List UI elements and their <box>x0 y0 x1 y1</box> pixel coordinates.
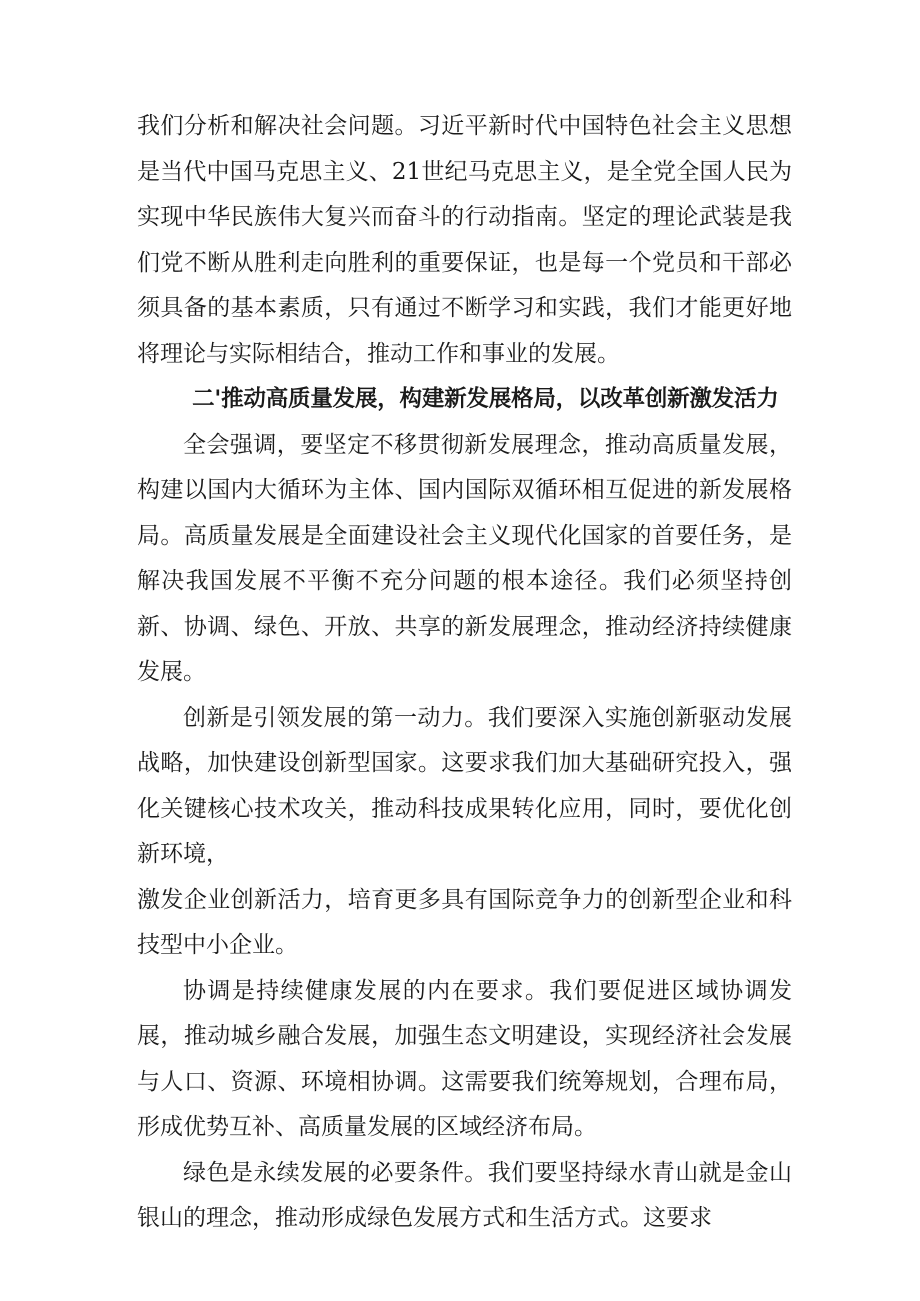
paragraph-innovation <box>137 696 792 969</box>
paragraph-innovation-part2: 激发企业创新活力，培育更多具有国际竞争力的创新型企业和科技型中小企业。 <box>137 886 792 958</box>
paragraph-green: 绿色是永续发展的必要条件。我们要坚持绿水青山就是金山银山的理念，推动形成绿色发展方式和生活方式。这要求 <box>137 1159 792 1231</box>
paragraph-plenary: 全会强调，要坚定不移贯彻新发展理念，推动高质量发展，构建以国内大循环为主体、国内国际双循环相互促进的新发展格局。高质量发展是全面建设社会主义现代化国家的首要任务，是解决我国发展不平衡不充分问题的根本途径。我们必须坚持创新、协调、绿色、开放、共享的新发展理念，推动经济持续健康发展。 <box>137 431 792 685</box>
section-heading-2: 二'推动高质量发展，构建新发展格局，以改革创新激发活力 <box>192 386 779 412</box>
paragraph-innovation-part1: 创新是引领发展的第一动力。我们要深入实施创新驱动发展战略，加快建设创新型国家。这要求我们加大基础研究投入，强化关键核心技术攻关，推动科技成果转化应用，同时，要优化创新环境， <box>137 704 792 867</box>
paragraph-coordination: 协调是持续健康发展的内在要求。我们要促进区域协调发展，推动城乡融合发展，加强生态文明建设，实现经济社会发展与人口、资源、环境相协调。这需要我们统筹规划，合理布局，形成优势互补、高质量发展的区域经济布局。 <box>137 977 792 1140</box>
document-body <box>137 104 792 1242</box>
paragraph-theory: 我们分析和解决社会问题。习近平新时代中国特色社会主义思想是当代中国马克思主义、21世纪马克思主义，是全党全国人民为实现中华民族伟大复兴而奋斗的行动指南。坚定的理论武装是我们党不断从胜利走向胜利的重要保证，也是每一个党员和干部必须具备的基本素质，只有通过不断学习和实践，我们才能更好地将理论与实际相结合，推动工作和事业的发展。 <box>137 113 792 367</box>
